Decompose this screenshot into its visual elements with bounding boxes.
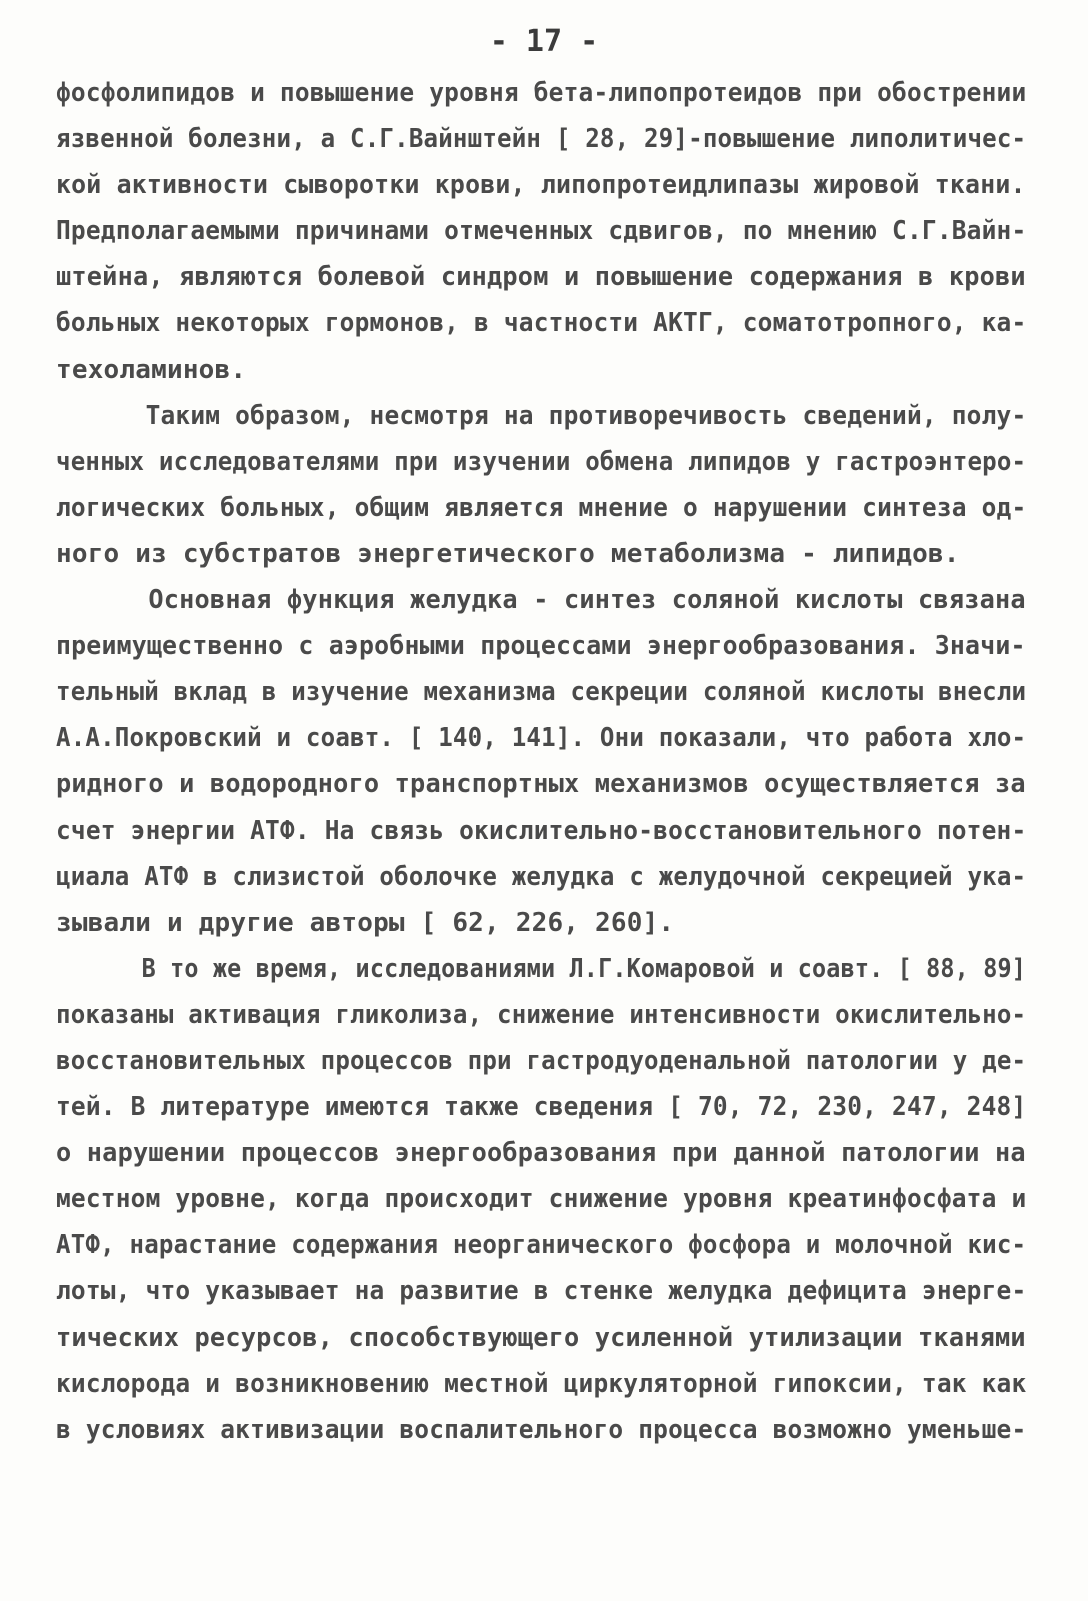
page-number: - 17 - xyxy=(489,24,599,59)
text-line: зывали и другие авторы [ 62, 226, 260]. xyxy=(56,907,675,938)
text-line: о нарушении процессов энергообразования при данной патологии на xyxy=(56,1138,1026,1169)
body-text xyxy=(56,70,1026,1453)
text-line: лоты, что указывает на развитие в стенке желудка дефицита энерге- xyxy=(56,1276,1027,1307)
text-line: в условиях активизации воспалительного процесса возможно уменьше- xyxy=(56,1414,1027,1445)
text-line: тических ресурсов, способствующего усиленной утилизации тканями xyxy=(56,1322,1026,1353)
text-line: В то же время, исследованиями Л.Г.Комаровой и соавт. [ 88, 89] xyxy=(56,953,1027,984)
text-line: Таким образом, несмотря на противоречивость сведений, полу- xyxy=(56,400,1027,431)
text-line: преимущественно с аэробными процессами энергообразования. Значи- xyxy=(56,631,1026,662)
text-line: кой активности сыворотки крови, липопротеидлипазы жировой ткани. xyxy=(56,170,1026,201)
text-line: тей. В литературе имеются также сведения [ 70, 72, 230, 247, 248] xyxy=(56,1092,1027,1123)
text-line: больных некоторых гормонов, в частности АКТГ, соматотропного, ка- xyxy=(56,308,1027,339)
text-line: Предполагаемыми причинами отмеченных сдвигов, по мнению С.Г.Вайн- xyxy=(56,216,1027,247)
text-line: язвенной болезни, а С.Г.Вайнштейн [ 28, 29]-повышение липолитичес- xyxy=(56,124,1027,155)
text-line: АТФ, нарастание содержания неорганического фосфора и молочной кис- xyxy=(56,1230,1027,1261)
text-line: ридного и водородного транспортных механизмов осуществляется за xyxy=(56,769,1026,800)
text-line: восстановительных процессов при гастродуоденальной патологии у де- xyxy=(56,1045,1027,1076)
text-line: логических больных, общим является мнение о нарушении синтеза од- xyxy=(56,492,1027,523)
text-line: техоламинов. xyxy=(56,354,247,385)
text-line: счет энергии АТФ. На связь окислительно-восстановительного потен- xyxy=(56,815,1027,846)
text-line: тельный вклад в изучение механизма секреции соляной кислоты внесли xyxy=(56,677,1027,708)
text-line: штейна, являются болевой синдром и повышение содержания в крови xyxy=(56,262,1026,293)
text-line: А.А.Покровский и соавт. [ 140, 141]. Они показали, что работа хло- xyxy=(56,723,1027,754)
text-line: местном уровне, когда происходит снижение уровня креатинфосфата и xyxy=(56,1184,1027,1215)
text-line: фосфолипидов и повышение уровня бета-липопротеидов при обострении xyxy=(56,78,1027,108)
text-line: кислорода и возникновению местной циркуляторной гипоксии, так как xyxy=(56,1368,1027,1399)
text-line: ного из субстратов энергетического метаболизма - липидов. xyxy=(56,538,960,569)
text-line: ченных исследователями при изучении обмена липидов у гастроэнтеро- xyxy=(56,446,1027,477)
text-line: Основная функция желудка - синтез соляной кислоты связана xyxy=(56,585,1026,616)
text-line: показаны активация гликолиза, снижение интенсивности окислительно- xyxy=(56,999,1027,1030)
text-line: циала АТФ в слизистой оболочке желудка с желудочной секрецией ука- xyxy=(56,861,1027,892)
